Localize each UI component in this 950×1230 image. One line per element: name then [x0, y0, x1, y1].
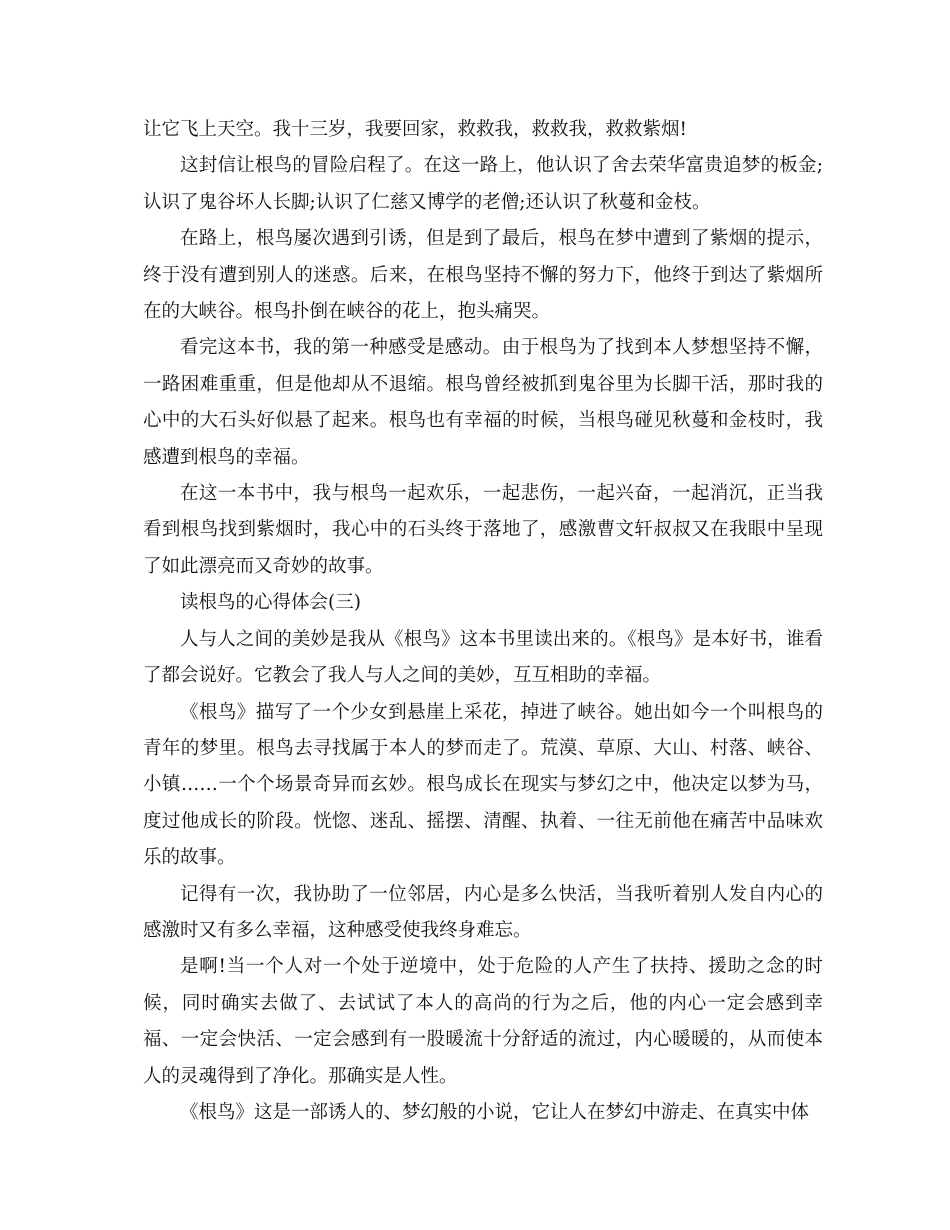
paragraph: 在这一本书中，我与根鸟一起欢乐，一起悲伤，一起兴奋，一起消沉，正当我看到根鸟找到紫烟时，我心中的石头终于落地了，感激曹文轩叔叔又在我眼中呈现了如此漂亮而又奇妙的故事。 — [143, 483, 823, 577]
paragraph: 人与人之间的美妙是我从《根鸟》这本书里读出来的。《根鸟》是本好书，谁看了都会说好。它教会了我人与人之间的美妙，互互相助的幸福。 — [143, 628, 823, 687]
paragraph: 记得有一次，我协助了一位邻居，内心是多么快活，当我听着别人发自内心的感激时又有多么幸福，这种感受使我终身难忘。 — [143, 883, 823, 941]
paragraph: 这封信让根鸟的冒险启程了。在这一路上，他认识了舍去荣华富贵追梦的板金;认识了鬼谷坏人长脚;认识了仁慈又博学的老僧;还认识了秋蔓和金枝。 — [143, 155, 823, 213]
paragraph: 是啊!当一个人对一个处于逆境中，处于危险的人产生了扶持、援助之念的时候，同时确实去做了、去试试了本人的高尚的行为之后，他的内心一定会感到幸福、一定会快活、一定会感到有一股暖流十分舒适的流过，内心暖暖的，从而使本人的灵魂得到了净化。那确实是人性。 — [143, 956, 823, 1087]
paragraph: 让它飞上天空。我十三岁，我要回家，救救我，救救我，救救紫烟! — [143, 119, 687, 140]
document-body — [143, 112, 823, 1131]
paragraph: 《根鸟》描写了一个少女到悬崖上采花，掉进了峡谷。她出如今一个叫根鸟的青年的梦里。根鸟去寻找属于本人的梦而走了。荒漠、草原、大山、村落、峡谷、小镇……一个个场景奇异而玄妙。根鸟成长在现实与梦幻之中，他决定以梦为马，度过他成长的阶段。恍惚、迷乱、摇摆、清醒、执着、一往无前他在痛苦中品味欢乐的故事。 — [143, 701, 823, 869]
section-heading: 读根鸟的心得体会(三) — [180, 592, 361, 614]
paragraph: 看完这本书，我的第一种感受是感动。由于根鸟为了找到本人梦想坚持不懈，一路困难重重，但是他却从不退缩。根鸟曾经被抓到鬼谷里为长脚干活，那时我的心中的大石头好似悬了起来。根鸟也有幸福的时候，当根鸟碰见秋蔓和金枝时，我感遭到根鸟的幸福。 — [143, 337, 823, 468]
paragraph: 《根鸟》这是一部诱人的、梦幻般的小说，它让人在梦幻中游走、在真实中体 — [180, 1101, 810, 1123]
paragraph: 在路上，根鸟屡次遇到引诱，但是到了最后，根鸟在梦中遭到了紫烟的提示，终于没有遭到别人的迷惑。后来，在根鸟坚持不懈的努力下，他终于到达了紫烟所在的大峡谷。根鸟扑倒在峡谷的花上，抱头痛哭。 — [143, 228, 823, 323]
